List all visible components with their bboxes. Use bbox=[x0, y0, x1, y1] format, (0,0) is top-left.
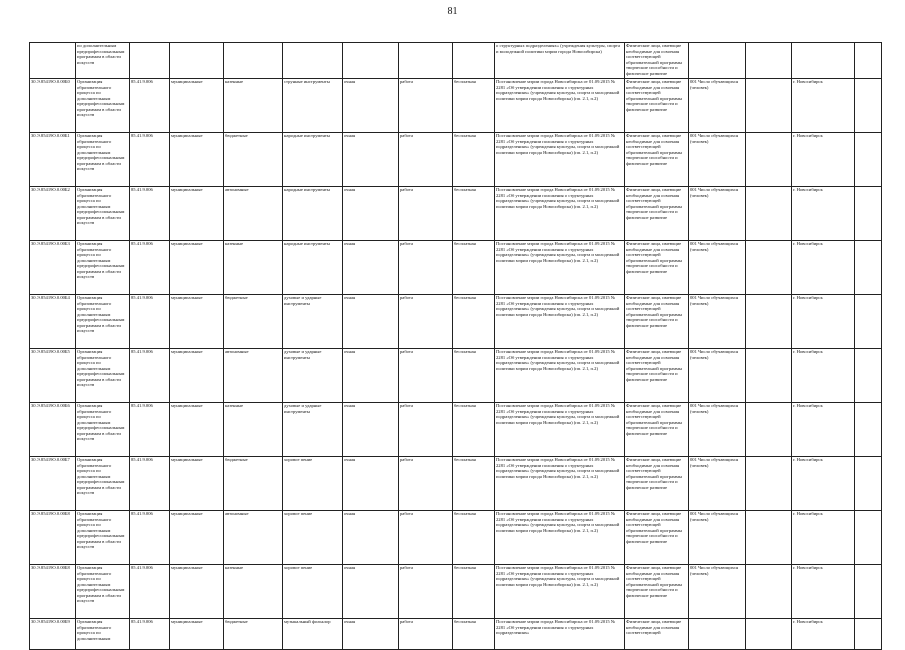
cell-kind: работа bbox=[399, 511, 453, 565]
cell-indicator: 001 Число обучающихся (человек) bbox=[689, 79, 746, 133]
cell-code: 30.Э.85419О.0.00Б4 bbox=[30, 295, 76, 349]
cell-act: Постановление мэрии города Новосибирска от 01.09.2015 № 2281 «Об утверждении положения о структурных подразделениях» (учреждения культуры, спорта и молодежной политики мэрии города Новосибирска) (пп. 2.1, п.2) bbox=[495, 187, 625, 241]
cell-type: казенные bbox=[224, 79, 283, 133]
cell-empty bbox=[746, 349, 792, 403]
cell-content: духовые и ударные инструменты bbox=[283, 349, 343, 403]
cell-kind: работа bbox=[399, 349, 453, 403]
cell-code: 30.Э.85419О.0.00Б8 bbox=[30, 565, 76, 619]
cell-pay: бесплатная bbox=[453, 241, 495, 295]
cell-city: г. Новосибирск bbox=[792, 187, 855, 241]
cell-okved: 85.41.9.006 bbox=[130, 187, 170, 241]
cell-okved: 85.41.9.006 bbox=[130, 619, 170, 650]
cell-pay: бесплатная bbox=[453, 295, 495, 349]
cell-pay: бесплатная bbox=[453, 133, 495, 187]
cell-last bbox=[855, 619, 882, 650]
table-row bbox=[30, 511, 882, 565]
cell-indicator: 001 Число обучающихся (человек) bbox=[689, 403, 746, 457]
cell-type bbox=[224, 43, 283, 79]
table-row bbox=[30, 133, 882, 187]
cell-form: очная bbox=[343, 79, 399, 133]
cell-city: г. Новосибирск bbox=[792, 79, 855, 133]
cell-empty bbox=[746, 241, 792, 295]
cell-form: очная bbox=[343, 457, 399, 511]
cell-pay: бесплатная bbox=[453, 187, 495, 241]
cell-code: 30.Э.85419О.0.00Б5 bbox=[30, 349, 76, 403]
cell-last bbox=[855, 241, 882, 295]
cell-type: казенные bbox=[224, 565, 283, 619]
cell-last bbox=[855, 565, 882, 619]
cell-ownership: муниципальные bbox=[170, 187, 224, 241]
cell-form: очная bbox=[343, 565, 399, 619]
cell-city: г. Новосибирск bbox=[792, 349, 855, 403]
table-row bbox=[30, 79, 882, 133]
cell-empty bbox=[746, 457, 792, 511]
table-row bbox=[30, 295, 882, 349]
cell-city: г. Новосибирск bbox=[792, 511, 855, 565]
cell-name: по дополнительным предпрофессиональным программам в области искусств bbox=[76, 43, 130, 79]
cell-indicator: 001 Число обучающихся (человек) bbox=[689, 133, 746, 187]
cell-indicator: 001 Число обучающихся (человек) bbox=[689, 457, 746, 511]
cell-code: 30.Э.85419О.0.00Б0 bbox=[30, 79, 76, 133]
cell-city: г. Новосибирск bbox=[792, 241, 855, 295]
cell-okved: 85.41.9.006 bbox=[130, 295, 170, 349]
cell-kind bbox=[399, 43, 453, 79]
table-row bbox=[30, 349, 882, 403]
cell-pay: бесплатная bbox=[453, 457, 495, 511]
cell-type: бюджетные bbox=[224, 457, 283, 511]
cell-code: 30.Э.85419О.0.00Б6 bbox=[30, 403, 76, 457]
cell-name: Организация образовательного процесса по дополнительным предпрофессиональным программам в области искусств bbox=[76, 79, 130, 133]
cell-ownership: муниципальные bbox=[170, 241, 224, 295]
cell-ownership: муниципальные bbox=[170, 619, 224, 650]
cell-act: Постановление мэрии города Новосибирска от 01.09.2015 № 2281 «Об утверждении положения о структурных подразделениях» (учреждения культуры, спорта и молодежной политики мэрии города Новосибирска) (пп. 2.1, п.2) bbox=[495, 79, 625, 133]
cell-okved: 85.41.9.006 bbox=[130, 457, 170, 511]
cell-empty bbox=[746, 619, 792, 650]
cell-category: Физические лица, имеющие необходимые для освоения соответствующей образовательной программы творческие способности и физическое развитие bbox=[625, 133, 689, 187]
cell-type: бюджетные bbox=[224, 295, 283, 349]
cell-name: Организация образовательного процесса по дополнительным предпрофессиональным программам в области искусств bbox=[76, 403, 130, 457]
cell-city: г. Новосибирск bbox=[792, 133, 855, 187]
services-registry-table bbox=[29, 42, 882, 650]
cell-city: г. Новосибирск bbox=[792, 619, 855, 650]
cell-form: очная bbox=[343, 511, 399, 565]
cell-content: струнные инструменты bbox=[283, 79, 343, 133]
cell-last bbox=[855, 79, 882, 133]
cell-ownership bbox=[170, 43, 224, 79]
cell-form: очная bbox=[343, 619, 399, 650]
cell-ownership: муниципальные bbox=[170, 565, 224, 619]
cell-city: г. Новосибирск bbox=[792, 565, 855, 619]
cell-act: Постановление мэрии города Новосибирска от 01.09.2015 № 2281 «Об утверждении положения о структурных подразделениях» (учреждения культуры, спорта и молодежной политики мэрии города Новосибирска) (пп. 2.1, п.2) bbox=[495, 511, 625, 565]
cell-indicator bbox=[689, 43, 746, 79]
cell-code: 30.Э.85419О.0.00Б8 bbox=[30, 511, 76, 565]
cell-kind: работа bbox=[399, 457, 453, 511]
cell-empty bbox=[746, 403, 792, 457]
cell-type: казенные bbox=[224, 403, 283, 457]
cell-act: о структурных подразделениях» (учреждения культуры, спорта и молодежной политики мэрии города Новосибирска) bbox=[495, 43, 625, 79]
cell-name: Организация образовательного процесса по дополнительным предпрофессиональным программам в области искусств bbox=[76, 565, 130, 619]
cell-indicator: 001 Число обучающихся (человек) bbox=[689, 295, 746, 349]
table-row bbox=[30, 187, 882, 241]
cell-city bbox=[792, 43, 855, 79]
cell-act: Постановление мэрии города Новосибирска от 01.09.2015 № 2281 «Об утверждении положения о структурных подразделениях» (учреждения культуры, спорта и молодежной политики мэрии города Новосибирска) (пп. 2.1, п.2) bbox=[495, 565, 625, 619]
cell-okved: 85.41.9.006 bbox=[130, 565, 170, 619]
cell-indicator: 001 Число обучающихся (человек) bbox=[689, 511, 746, 565]
cell-form: очная bbox=[343, 295, 399, 349]
cell-form bbox=[343, 43, 399, 79]
cell-form: очная bbox=[343, 133, 399, 187]
cell-last bbox=[855, 133, 882, 187]
cell-name: Организация образовательного процесса по дополнительным предпрофессиональным программам в области искусств bbox=[76, 133, 130, 187]
cell-empty bbox=[746, 187, 792, 241]
cell-name: Организация образовательного процесса по дополнительным предпрофессиональным программам в области искусств bbox=[76, 511, 130, 565]
cell-kind: работа bbox=[399, 241, 453, 295]
cell-act: Постановление мэрии города Новосибирска от 01.09.2015 № 2281 «Об утверждении положения о структурных подразделениях» (учреждения культуры, спорта и молодежной политики мэрии города Новосибирска) (пп. 2.1, п.2) bbox=[495, 295, 625, 349]
cell-pay: бесплатная bbox=[453, 349, 495, 403]
cell-name: Организация образовательного процесса по дополнительным предпрофессиональным программам в области искусств bbox=[76, 187, 130, 241]
table-row bbox=[30, 403, 882, 457]
registry-body bbox=[30, 43, 882, 650]
cell-content: народные инструменты bbox=[283, 133, 343, 187]
cell-empty bbox=[746, 79, 792, 133]
table-row bbox=[30, 565, 882, 619]
cell-kind: работа bbox=[399, 619, 453, 650]
cell-form: очная bbox=[343, 403, 399, 457]
cell-ownership: муниципальные bbox=[170, 349, 224, 403]
cell-code: 30.Э.85419О.0.00Б1 bbox=[30, 133, 76, 187]
cell-type: автономные bbox=[224, 349, 283, 403]
cell-category: Физические лица, имеющие необходимые для освоения соответствующей образовательной программы творческие способности и физическое развитие bbox=[625, 79, 689, 133]
table-row bbox=[30, 457, 882, 511]
table-row bbox=[30, 241, 882, 295]
cell-name: Организация образовательного процесса по дополнительным предпрофессиональным программам в области искусств bbox=[76, 295, 130, 349]
cell-code bbox=[30, 43, 76, 79]
cell-category: Физические лица, имеющие необходимые для освоения соответствующей образовательной программы творческие способности и физическое развитие bbox=[625, 403, 689, 457]
cell-category: Физические лица, имеющие необходимые для освоения соответствующей образовательной программы творческие способности и физическое развитие bbox=[625, 241, 689, 295]
cell-category: Физические лица, имеющие необходимые для освоения соответствующей образовательной программы творческие способности и физическое развитие bbox=[625, 43, 689, 79]
cell-act: Постановление мэрии города Новосибирска от 01.09.2015 № 2281 «Об утверждении положения о структурных подразделениях» bbox=[495, 619, 625, 650]
cell-pay: бесплатная bbox=[453, 79, 495, 133]
cell-form: очная bbox=[343, 187, 399, 241]
cell-type: казенные bbox=[224, 241, 283, 295]
cell-name: Организация образовательного процесса по дополнительным предпрофессиональным программам в области искусств bbox=[76, 349, 130, 403]
cell-content: духовые и ударные инструменты bbox=[283, 403, 343, 457]
table-row-continued bbox=[30, 43, 882, 79]
cell-indicator bbox=[689, 619, 746, 650]
cell-okved: 85.41.9.006 bbox=[130, 133, 170, 187]
cell-pay: бесплатная bbox=[453, 565, 495, 619]
cell-pay: бесплатная bbox=[453, 403, 495, 457]
cell-okved: 85.41.9.006 bbox=[130, 511, 170, 565]
cell-indicator: 001 Число обучающихся (человек) bbox=[689, 565, 746, 619]
cell-category: Физические лица, имеющие необходимые для освоения соответствующей образовательной программы творческие способности и физическое развитие bbox=[625, 295, 689, 349]
cell-content: музыкальный фольклор bbox=[283, 619, 343, 650]
cell-last bbox=[855, 511, 882, 565]
cell-content bbox=[283, 43, 343, 79]
cell-okved: 85.41.9.006 bbox=[130, 79, 170, 133]
cell-content: народные инструменты bbox=[283, 187, 343, 241]
cell-kind: работа bbox=[399, 133, 453, 187]
cell-pay: бесплатная bbox=[453, 619, 495, 650]
cell-indicator: 001 Число обучающихся (человек) bbox=[689, 187, 746, 241]
cell-name: Организация образовательного процесса по дополнительным предпрофессиональным программам в области искусств bbox=[76, 457, 130, 511]
cell-city: г. Новосибирск bbox=[792, 457, 855, 511]
cell-act: Постановление мэрии города Новосибирска от 01.09.2015 № 2281 «Об утверждении положения о структурных подразделениях» (учреждения культуры, спорта и молодежной политики мэрии города Новосибирска) (пп. 2.1, п.2) bbox=[495, 403, 625, 457]
cell-last bbox=[855, 43, 882, 79]
cell-type: автономные bbox=[224, 511, 283, 565]
cell-kind: работа bbox=[399, 187, 453, 241]
cell-ownership: муниципальные bbox=[170, 79, 224, 133]
cell-empty bbox=[746, 565, 792, 619]
cell-last bbox=[855, 349, 882, 403]
cell-content: духовые и ударные инструменты bbox=[283, 295, 343, 349]
cell-form: очная bbox=[343, 241, 399, 295]
cell-ownership: муниципальные bbox=[170, 133, 224, 187]
cell-category: Физические лица, имеющие необходимые для освоения соответствующей образовательной программы творческие способности и физическое развитие bbox=[625, 349, 689, 403]
cell-indicator: 001 Число обучающихся (человек) bbox=[689, 241, 746, 295]
cell-empty bbox=[746, 133, 792, 187]
cell-code: 30.Э.85419О.0.00Б9 bbox=[30, 619, 76, 650]
cell-empty bbox=[746, 43, 792, 79]
cell-act: Постановление мэрии города Новосибирска от 01.09.2015 № 2281 «Об утверждении положения о структурных подразделениях» (учреждения культуры, спорта и молодежной политики мэрии города Новосибирска) (пп. 2.1, п.2) bbox=[495, 241, 625, 295]
cell-pay: бесплатная bbox=[453, 511, 495, 565]
cell-okved: 85.41.9.006 bbox=[130, 241, 170, 295]
cell-okved bbox=[130, 43, 170, 79]
cell-ownership: муниципальные bbox=[170, 511, 224, 565]
cell-indicator: 001 Число обучающихся (человек) bbox=[689, 349, 746, 403]
cell-category: Физические лица, имеющие необходимые для освоения соответствующей образовательной программы творческие способности и физическое развитие bbox=[625, 457, 689, 511]
cell-kind: работа bbox=[399, 565, 453, 619]
cell-last bbox=[855, 187, 882, 241]
cell-okved: 85.41.9.006 bbox=[130, 349, 170, 403]
cell-content: хоровое пение bbox=[283, 511, 343, 565]
cell-type: бюджетные bbox=[224, 619, 283, 650]
table-row-partial bbox=[30, 619, 882, 650]
cell-type: бюджетные bbox=[224, 133, 283, 187]
cell-pay bbox=[453, 43, 495, 79]
cell-kind: работа bbox=[399, 79, 453, 133]
cell-act: Постановление мэрии города Новосибирска от 01.09.2015 № 2281 «Об утверждении положения о структурных подразделениях» (учреждения культуры, спорта и молодежной политики мэрии города Новосибирска) (пп. 2.1, п.2) bbox=[495, 133, 625, 187]
cell-code: 30.Э.85419О.0.00Б2 bbox=[30, 187, 76, 241]
cell-last bbox=[855, 295, 882, 349]
cell-city: г. Новосибирск bbox=[792, 403, 855, 457]
cell-category: Физические лица, имеющие необходимые для освоения соответствующей bbox=[625, 619, 689, 650]
cell-code: 30.Э.85419О.0.00Б7 bbox=[30, 457, 76, 511]
cell-ownership: муниципальные bbox=[170, 403, 224, 457]
cell-name: Организация образовательного процесса по дополнительным предпрофессиональным программам в области искусств bbox=[76, 241, 130, 295]
cell-empty bbox=[746, 295, 792, 349]
cell-ownership: муниципальные bbox=[170, 457, 224, 511]
cell-name: Организация образовательного процесса по дополнительным bbox=[76, 619, 130, 650]
cell-type: автономные bbox=[224, 187, 283, 241]
cell-kind: работа bbox=[399, 403, 453, 457]
cell-empty bbox=[746, 511, 792, 565]
cell-ownership: муниципальные bbox=[170, 295, 224, 349]
cell-okved: 85.41.9.006 bbox=[130, 403, 170, 457]
cell-city: г. Новосибирск bbox=[792, 295, 855, 349]
cell-content: хоровое пение bbox=[283, 457, 343, 511]
cell-category: Физические лица, имеющие необходимые для освоения соответствующей образовательной программы творческие способности и физическое развитие bbox=[625, 565, 689, 619]
cell-content: народные инструменты bbox=[283, 241, 343, 295]
cell-category: Физические лица, имеющие необходимые для освоения соответствующей образовательной программы творческие способности и физическое развитие bbox=[625, 187, 689, 241]
page-number: 81 bbox=[447, 6, 458, 17]
cell-code: 30.Э.85419О.0.00Б3 bbox=[30, 241, 76, 295]
cell-form: очная bbox=[343, 349, 399, 403]
cell-last bbox=[855, 457, 882, 511]
cell-last bbox=[855, 403, 882, 457]
cell-act: Постановление мэрии города Новосибирска от 01.09.2015 № 2281 «Об утверждении положения о структурных подразделениях» (учреждения культуры, спорта и молодежной политики мэрии города Новосибирска) (пп. 2.1, п.2) bbox=[495, 457, 625, 511]
cell-category: Физические лица, имеющие необходимые для освоения соответствующей образовательной программы творческие способности и физическое развитие bbox=[625, 511, 689, 565]
cell-act: Постановление мэрии города Новосибирска от 01.09.2015 № 2281 «Об утверждении положения о структурных подразделениях» (учреждения культуры, спорта и молодежной политики мэрии города Новосибирска) (пп. 2.1, п.2) bbox=[495, 349, 625, 403]
cell-kind: работа bbox=[399, 295, 453, 349]
cell-content: хоровое пение bbox=[283, 565, 343, 619]
